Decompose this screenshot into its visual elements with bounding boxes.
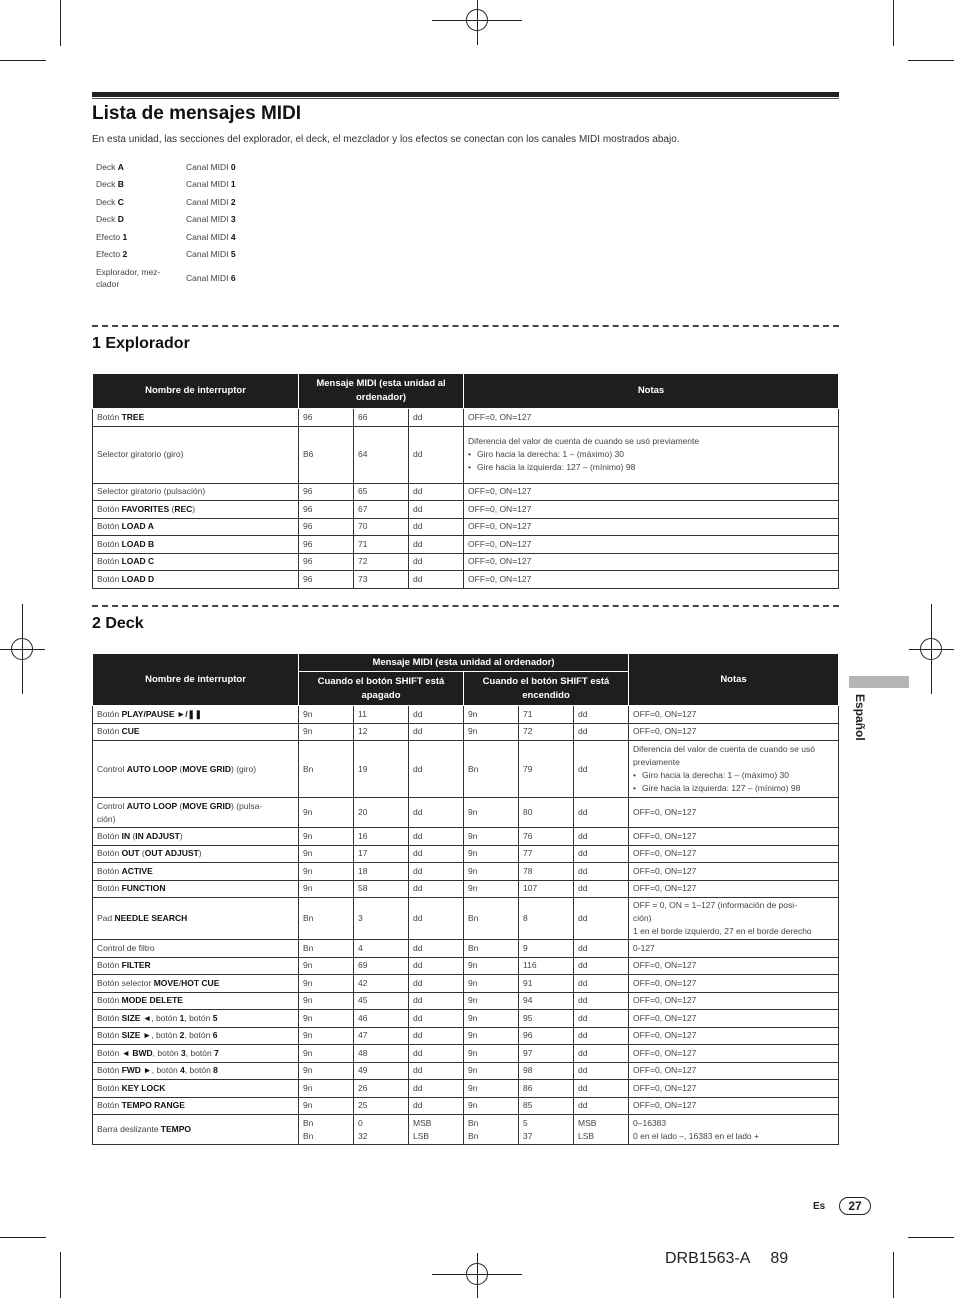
midi-value: MSB LSB (409, 1115, 464, 1145)
channel-number: Canal MIDI 0 (186, 161, 236, 172)
table-row (93, 798, 839, 828)
page-title: Lista de mensajes MIDI (92, 103, 302, 124)
switch-name: Botón KEY LOCK (93, 1080, 299, 1098)
midi-value: dd (574, 957, 629, 975)
midi-value: dd (409, 501, 464, 519)
midi-value: 91 (519, 975, 574, 993)
switch-name: Botón ACTIVE (93, 863, 299, 881)
channel-row (92, 228, 240, 246)
midi-value: 17 (354, 845, 409, 863)
midi-value: 45 (354, 992, 409, 1010)
midi-value: dd (574, 798, 629, 828)
midi-value: dd (409, 1080, 464, 1098)
section-title-explorer: 1 Explorador (92, 335, 190, 352)
page-number: 27 (839, 1197, 871, 1215)
midi-value: dd (409, 898, 464, 940)
midi-value: 12 (354, 723, 409, 741)
midi-value: dd (409, 483, 464, 501)
midi-value: 9n (464, 723, 519, 741)
notes-cell: OFF=0, ON=127 (629, 880, 839, 898)
table-row (93, 706, 839, 724)
channel-section: Deck B (96, 179, 124, 190)
midi-value: 116 (519, 957, 574, 975)
midi-value: 9n (464, 992, 519, 1010)
channel-number: Canal MIDI 2 (186, 196, 236, 207)
notes-cell: OFF=0, ON=127 (464, 536, 839, 554)
midi-value: dd (574, 1045, 629, 1063)
notes-cell: 0-127 (629, 940, 839, 958)
table-row (93, 898, 839, 940)
midi-value: 96 (519, 1027, 574, 1045)
notes-cell: OFF=0, ON=127 (464, 518, 839, 536)
midi-value: 3 (354, 898, 409, 940)
midi-value: dd (409, 975, 464, 993)
channel-row (92, 211, 240, 229)
midi-value: dd (574, 1010, 629, 1028)
midi-value: 9n (464, 975, 519, 993)
midi-value: dd (409, 723, 464, 741)
notes-cell: OFF=0, ON=127 (629, 992, 839, 1010)
midi-value: 9n (299, 1097, 354, 1115)
table-row (93, 723, 839, 741)
table-row (93, 845, 839, 863)
channel-row (92, 246, 240, 264)
channel-row (92, 176, 240, 194)
midi-value: dd (409, 957, 464, 975)
table-row (93, 957, 839, 975)
notes-cell: OFF=0, ON=127 (629, 828, 839, 846)
midi-value: dd (574, 898, 629, 940)
col-header-midi: Mensaje MIDI (esta unidad al ordenador) (299, 654, 629, 672)
midi-value: dd (409, 536, 464, 554)
switch-name: Botón TREE (93, 409, 299, 427)
midi-value: dd (574, 975, 629, 993)
switch-name: Botón LOAD B (93, 536, 299, 554)
midi-value: 9n (464, 1010, 519, 1028)
notes-cell: OFF=0, ON=127 (629, 957, 839, 975)
table-row (93, 426, 839, 483)
midi-value: 9n (299, 975, 354, 993)
deck-midi-table (92, 653, 839, 1145)
switch-name: Botón FILTER (93, 957, 299, 975)
midi-value: Bn (464, 898, 519, 940)
midi-value: dd (574, 723, 629, 741)
table-row (93, 1097, 839, 1115)
midi-value: 80 (519, 798, 574, 828)
midi-value: dd (574, 1062, 629, 1080)
switch-name: Botón ◄ BWD, botón 3, botón 7 (93, 1045, 299, 1063)
midi-value: 9n (464, 828, 519, 846)
switch-name: Control AUTO LOOP (MOVE GRID) (giro) (93, 741, 299, 798)
midi-value: dd (574, 828, 629, 846)
language-tab (849, 676, 909, 688)
crop-mark (60, 1252, 61, 1298)
switch-name: Botón LOAD D (93, 571, 299, 589)
midi-value: dd (409, 1045, 464, 1063)
midi-value: MSB LSB (574, 1115, 629, 1145)
switch-name: Botón LOAD C (93, 553, 299, 571)
section-divider (92, 325, 839, 327)
table-row (93, 1080, 839, 1098)
col-header-shift-off: Cuando el botón SHIFT está apagado (299, 672, 464, 706)
language-label: Español (853, 694, 867, 741)
midi-value: 9n (464, 1097, 519, 1115)
midi-value: 67 (354, 501, 409, 519)
midi-value: dd (409, 409, 464, 427)
midi-value: dd (574, 880, 629, 898)
midi-value: Bn (299, 940, 354, 958)
midi-value: 26 (354, 1080, 409, 1098)
crop-mark (893, 1252, 894, 1298)
channel-section: Efecto 2 (96, 249, 128, 260)
midi-value: 70 (354, 518, 409, 536)
notes-cell: OFF=0, ON=127 (629, 863, 839, 881)
midi-value: dd (574, 940, 629, 958)
channel-number: Canal MIDI 6 (186, 273, 236, 283)
switch-name: Botón FAVORITES (REC) (93, 501, 299, 519)
midi-value: 97 (519, 1045, 574, 1063)
doc-page: 89 (770, 1250, 789, 1267)
midi-value: Bn (464, 741, 519, 798)
channel-section: Explorador, mez- clador (96, 267, 161, 289)
midi-value: dd (409, 1097, 464, 1115)
notes-cell: OFF=0, ON=127 (464, 409, 839, 427)
table-row (93, 1010, 839, 1028)
notes-cell: OFF=0, ON=127 (629, 975, 839, 993)
notes-cell: OFF=0, ON=127 (629, 1010, 839, 1028)
midi-value: dd (574, 863, 629, 881)
midi-value: 78 (519, 863, 574, 881)
section-title-deck: 2 Deck (92, 615, 144, 632)
midi-value: 73 (354, 571, 409, 589)
midi-value: 9n (464, 1027, 519, 1045)
col-header-name: Nombre de interruptor (93, 654, 299, 706)
midi-value: dd (409, 1027, 464, 1045)
switch-name: Botón selector MOVE/HOT CUE (93, 975, 299, 993)
midi-value: 76 (519, 828, 574, 846)
switch-name: Botón LOAD A (93, 518, 299, 536)
midi-value: dd (409, 426, 464, 483)
midi-value: 9n (464, 880, 519, 898)
midi-value: dd (409, 706, 464, 724)
crop-mark (0, 1237, 46, 1238)
midi-value: 9n (299, 1062, 354, 1080)
channel-row (92, 263, 240, 293)
midi-value: 9n (464, 1080, 519, 1098)
table-row (93, 571, 839, 589)
switch-name: Control AUTO LOOP (MOVE GRID) (pulsa- ción) (93, 798, 299, 828)
midi-value: 96 (299, 409, 354, 427)
midi-value: dd (574, 741, 629, 798)
notes-cell: OFF=0, ON=127 (464, 483, 839, 501)
doc-footer (665, 1250, 788, 1268)
midi-value: Bn Bn (299, 1115, 354, 1145)
switch-name: Botón FUNCTION (93, 880, 299, 898)
table-row (93, 1045, 839, 1063)
midi-value: Bn (464, 940, 519, 958)
table-row (93, 1027, 839, 1045)
col-header-notes: Notas (464, 374, 839, 409)
midi-value: 64 (354, 426, 409, 483)
channel-section: Deck D (96, 214, 124, 225)
table-row (93, 501, 839, 519)
midi-value: 46 (354, 1010, 409, 1028)
midi-value: 9n (464, 957, 519, 975)
midi-value: 96 (299, 553, 354, 571)
registration-circle (11, 638, 33, 660)
midi-value: 96 (299, 518, 354, 536)
midi-value: 47 (354, 1027, 409, 1045)
midi-value: 96 (299, 536, 354, 554)
notes-cell: OFF=0, ON=127 (629, 1097, 839, 1115)
channel-number: Canal MIDI 4 (186, 231, 236, 242)
crop-mark (60, 0, 61, 46)
notes-cell: OFF=0, ON=127 (629, 845, 839, 863)
midi-value: 9n (299, 1045, 354, 1063)
table-row (93, 1062, 839, 1080)
midi-value: 79 (519, 741, 574, 798)
channel-row (92, 193, 240, 211)
midi-value: 5 37 (519, 1115, 574, 1145)
midi-value: 69 (354, 957, 409, 975)
table-row (93, 483, 839, 501)
midi-value: 9n (299, 1010, 354, 1028)
switch-name: Botón MODE DELETE (93, 992, 299, 1010)
channel-section: Deck A (96, 161, 124, 172)
notes-cell: OFF=0, ON=127 (629, 723, 839, 741)
midi-value: Bn (299, 741, 354, 798)
midi-value: 9n (464, 1045, 519, 1063)
switch-name: Botón SIZE ◄, botón 1, botón 5 (93, 1010, 299, 1028)
table-row (93, 828, 839, 846)
midi-value: 9n (299, 828, 354, 846)
midi-value: 9n (299, 1027, 354, 1045)
intro-text: En esta unidad, las secciones del explorador, el deck, el mezclador y los efectos se conectan con los canales MIDI mostrados abajo. (92, 134, 680, 145)
midi-value: 96 (299, 571, 354, 589)
midi-value: 9n (299, 992, 354, 1010)
midi-value: dd (409, 845, 464, 863)
notes-cell: OFF=0, ON=127 (629, 1027, 839, 1045)
midi-value: dd (409, 798, 464, 828)
midi-value: 9n (464, 845, 519, 863)
midi-value: dd (574, 706, 629, 724)
midi-value: 9n (299, 706, 354, 724)
midi-value: 96 (299, 501, 354, 519)
midi-value: 9n (299, 845, 354, 863)
midi-value: 19 (354, 741, 409, 798)
midi-value: 9n (464, 798, 519, 828)
midi-value: dd (409, 940, 464, 958)
midi-value: dd (409, 571, 464, 589)
channel-number: Canal MIDI 1 (186, 179, 236, 190)
notes-cell: OFF=0, ON=127 (464, 571, 839, 589)
switch-name: Botón SIZE ►, botón 2, botón 6 (93, 1027, 299, 1045)
midi-value: 11 (354, 706, 409, 724)
notes-cell: OFF=0, ON=127 (464, 553, 839, 571)
notes-cell: Diferencia del valor de cuenta de cuando se usó previamente • Giro hacia la derecha: 1 – (máximo) 30 • Gire hacia la izquierda: 127 – (mínimo) 98 (464, 426, 839, 483)
midi-value: dd (409, 553, 464, 571)
channel-row (92, 158, 240, 176)
table-row (93, 553, 839, 571)
switch-name: Botón IN (IN ADJUST) (93, 828, 299, 846)
midi-value: 0 32 (354, 1115, 409, 1145)
crop-mark (0, 60, 46, 61)
table-row (93, 975, 839, 993)
col-header-shift-on: Cuando el botón SHIFT está encendido (464, 672, 629, 706)
notes-cell: 0–16383 0 en el lado –, 16383 en el lado + (629, 1115, 839, 1145)
midi-value: 9n (464, 1062, 519, 1080)
channel-section: Efecto 1 (96, 231, 128, 242)
midi-value: Bn Bn (464, 1115, 519, 1145)
midi-value: 71 (519, 706, 574, 724)
midi-value: 72 (354, 553, 409, 571)
midi-value: 9n (464, 863, 519, 881)
midi-value: dd (574, 1027, 629, 1045)
registration-circle (466, 9, 488, 31)
registration-circle (920, 638, 942, 660)
notes-cell: OFF = 0, ON = 1–127 (información de posi- ción) 1 en el borde izquierdo, 27 en el borde derecho (629, 898, 839, 940)
midi-value: dd (574, 845, 629, 863)
table-row (93, 409, 839, 427)
explorer-midi-table (92, 373, 839, 589)
switch-name: Botón FWD ►, botón 4, botón 8 (93, 1062, 299, 1080)
table-row (93, 880, 839, 898)
channel-section: Deck C (96, 196, 124, 207)
midi-value: 58 (354, 880, 409, 898)
midi-value: 20 (354, 798, 409, 828)
table-row (93, 536, 839, 554)
midi-value: 66 (354, 409, 409, 427)
crop-mark (893, 0, 894, 46)
midi-value: 9n (299, 957, 354, 975)
channel-number: Canal MIDI 5 (186, 249, 236, 260)
notes-cell: OFF=0, ON=127 (629, 706, 839, 724)
title-rule-thin (92, 98, 839, 99)
notes-cell: OFF=0, ON=127 (629, 1080, 839, 1098)
doc-code: DRB1563-A (665, 1250, 751, 1267)
midi-value: dd (409, 518, 464, 536)
midi-value: 96 (299, 483, 354, 501)
crop-mark (908, 1237, 954, 1238)
notes-cell: OFF=0, ON=127 (629, 798, 839, 828)
midi-value: 9n (299, 863, 354, 881)
switch-name: Selector giratorio (giro) (93, 426, 299, 483)
midi-value: 71 (354, 536, 409, 554)
title-rule (92, 92, 839, 97)
midi-value: 48 (354, 1045, 409, 1063)
col-header-midi: Mensaje MIDI (esta unidad al ordenador) (299, 374, 464, 409)
midi-value: dd (574, 1080, 629, 1098)
midi-value: 16 (354, 828, 409, 846)
table-row (93, 992, 839, 1010)
midi-value: dd (409, 741, 464, 798)
midi-value: 77 (519, 845, 574, 863)
midi-value: 4 (354, 940, 409, 958)
section-divider (92, 605, 839, 607)
midi-value: 8 (519, 898, 574, 940)
col-header-name: Nombre de interruptor (93, 374, 299, 409)
switch-name: Selector giratorio (pulsación) (93, 483, 299, 501)
midi-value: 95 (519, 1010, 574, 1028)
midi-value: 9n (299, 798, 354, 828)
table-row (93, 863, 839, 881)
midi-value: 107 (519, 880, 574, 898)
midi-value: 42 (354, 975, 409, 993)
table-row (93, 1115, 839, 1145)
midi-value: Bn (299, 898, 354, 940)
midi-value: dd (574, 992, 629, 1010)
midi-value: 49 (354, 1062, 409, 1080)
table-row (93, 518, 839, 536)
notes-cell: Diferencia del valor de cuenta de cuando se usó previamente • Giro hacia la derecha: 1 – (máximo) 30 • Gire hacia la izquierda: 127 – (mínimo) 98 (629, 741, 839, 798)
midi-value: 18 (354, 863, 409, 881)
switch-name: Botón OUT (OUT ADJUST) (93, 845, 299, 863)
crop-mark (908, 60, 954, 61)
channel-number: Canal MIDI 3 (186, 214, 236, 225)
channel-table (92, 158, 240, 293)
midi-value: 9n (464, 706, 519, 724)
notes-cell: OFF=0, ON=127 (629, 1062, 839, 1080)
switch-name: Botón TEMPO RANGE (93, 1097, 299, 1115)
switch-name: Botón PLAY/PAUSE ►/❚❚ (93, 706, 299, 724)
midi-value: B6 (299, 426, 354, 483)
midi-value: dd (409, 880, 464, 898)
midi-value: dd (409, 1062, 464, 1080)
registration-circle (466, 1263, 488, 1285)
midi-value: 94 (519, 992, 574, 1010)
midi-value: 9n (299, 1080, 354, 1098)
midi-value: 65 (354, 483, 409, 501)
midi-value: 85 (519, 1097, 574, 1115)
switch-name: Pad NEEDLE SEARCH (93, 898, 299, 940)
midi-value: dd (409, 828, 464, 846)
midi-value: dd (574, 1097, 629, 1115)
midi-value: 9n (299, 880, 354, 898)
notes-cell: OFF=0, ON=127 (464, 501, 839, 519)
language-code: Es (813, 1201, 826, 1212)
midi-value: 9n (299, 723, 354, 741)
midi-value: dd (409, 863, 464, 881)
switch-name: Botón CUE (93, 723, 299, 741)
midi-value: 25 (354, 1097, 409, 1115)
table-row (93, 940, 839, 958)
midi-value: dd (409, 1010, 464, 1028)
midi-value: 72 (519, 723, 574, 741)
switch-name: Control de filtro (93, 940, 299, 958)
switch-name: Barra deslizante TEMPO (93, 1115, 299, 1145)
col-header-notes: Notas (629, 654, 839, 706)
table-row (93, 741, 839, 798)
midi-value: 86 (519, 1080, 574, 1098)
midi-value: dd (409, 992, 464, 1010)
midi-value: 9 (519, 940, 574, 958)
midi-value: 98 (519, 1062, 574, 1080)
notes-cell: OFF=0, ON=127 (629, 1045, 839, 1063)
